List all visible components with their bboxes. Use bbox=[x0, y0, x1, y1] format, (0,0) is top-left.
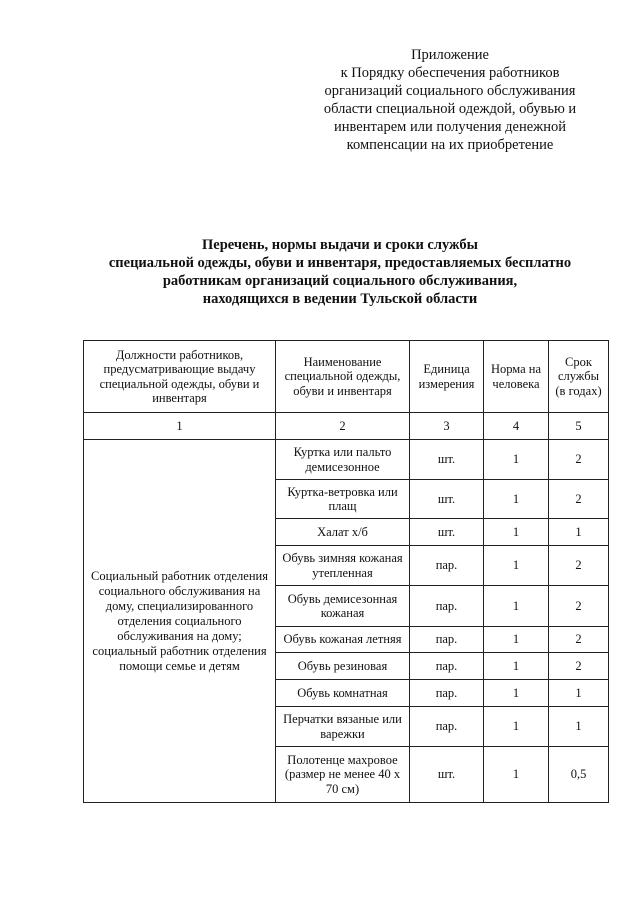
header-row bbox=[84, 341, 609, 413]
norm-cell: 1 bbox=[484, 653, 549, 680]
unit-cell: шт. bbox=[410, 519, 484, 546]
term-cell: 2 bbox=[549, 546, 609, 586]
header-item: Наименование специальной одежды, обуви и инвентаря bbox=[276, 341, 410, 413]
unit-cell: шт. bbox=[410, 440, 484, 480]
item-cell: Полотенце махровое (размер не менее 40 х 70 см) bbox=[276, 747, 410, 803]
norm-cell: 1 bbox=[484, 680, 549, 707]
term-cell: 1 bbox=[549, 680, 609, 707]
column-number: 4 bbox=[484, 413, 549, 440]
norm-cell: 1 bbox=[484, 707, 549, 747]
item-cell: Обувь демисезонная кожаная bbox=[276, 586, 410, 627]
term-cell: 2 bbox=[549, 653, 609, 680]
title-line: Перечень, нормы выдачи и сроки службы bbox=[202, 237, 478, 253]
unit-cell: пар. bbox=[410, 680, 484, 707]
unit-cell: пар. bbox=[410, 627, 484, 653]
header-term: Срок службы (в годах) bbox=[549, 341, 609, 413]
appendix-line: к Порядку обеспечения работников bbox=[340, 65, 560, 81]
norms-table bbox=[83, 340, 609, 803]
appendix-note bbox=[305, 46, 595, 154]
item-cell: Халат х/б bbox=[276, 519, 410, 546]
item-cell: Куртка-ветровка или плащ bbox=[276, 480, 410, 519]
column-number: 2 bbox=[276, 413, 410, 440]
norm-cell: 1 bbox=[484, 627, 549, 653]
title-line: работникам организаций социального обслуживания, bbox=[162, 273, 518, 289]
item-cell: Обувь комнатная bbox=[276, 680, 410, 707]
norm-cell: 1 bbox=[484, 480, 549, 519]
title-line: находящихся в ведении Тульской области bbox=[202, 291, 478, 307]
term-cell: 2 bbox=[549, 480, 609, 519]
unit-cell: пар. bbox=[410, 546, 484, 586]
term-cell: 1 bbox=[549, 707, 609, 747]
unit-cell: пар. bbox=[410, 653, 484, 680]
norm-cell: 1 bbox=[484, 586, 549, 627]
appendix-line: Приложение bbox=[411, 47, 489, 63]
column-number-row bbox=[84, 413, 609, 440]
header-unit: Единица измерения bbox=[410, 341, 484, 413]
unit-cell: шт. bbox=[410, 480, 484, 519]
unit-cell: пар. bbox=[410, 707, 484, 747]
term-cell: 0,5 bbox=[549, 747, 609, 803]
title-line: специальной одежды, обуви и инвентаря, предоставляемых бесплатно bbox=[108, 255, 572, 271]
column-number: 1 bbox=[84, 413, 276, 440]
column-number: 3 bbox=[410, 413, 484, 440]
position-cell: Социальный работник отделения социального обслуживания на дому, специализированного отделения социального обслуживания на дому; социальный работник отделения помощи семье и детям bbox=[84, 440, 276, 803]
item-cell: Куртка или пальто демисезонное bbox=[276, 440, 410, 480]
term-cell: 2 bbox=[549, 586, 609, 627]
norm-cell: 1 bbox=[484, 546, 549, 586]
unit-cell: пар. bbox=[410, 586, 484, 627]
norm-cell: 1 bbox=[484, 519, 549, 546]
term-cell: 2 bbox=[549, 627, 609, 653]
item-cell: Обувь резиновая bbox=[276, 653, 410, 680]
header-norm: Норма на человека bbox=[484, 341, 549, 413]
appendix-line: организаций социального обслуживания bbox=[324, 83, 576, 99]
item-cell: Перчатки вязаные или варежки bbox=[276, 707, 410, 747]
term-cell: 2 bbox=[549, 440, 609, 480]
appendix-line: компенсации на их приобретение bbox=[346, 137, 554, 153]
column-number: 5 bbox=[549, 413, 609, 440]
appendix-line: инвентарем или получения денежной bbox=[334, 119, 566, 135]
document-title bbox=[60, 236, 620, 308]
header-position: Должности работников, предусматривающие выдачу специальной одежды, обуви и инвентаря bbox=[84, 341, 276, 413]
item-cell: Обувь кожаная летняя bbox=[276, 627, 410, 653]
item-cell: Обувь зимняя кожаная утепленная bbox=[276, 546, 410, 586]
table-row bbox=[84, 440, 609, 480]
appendix-line: области специальной одеждой, обувью и bbox=[323, 101, 577, 117]
norm-cell: 1 bbox=[484, 747, 549, 803]
norm-cell: 1 bbox=[484, 440, 549, 480]
unit-cell: шт. bbox=[410, 747, 484, 803]
term-cell: 1 bbox=[549, 519, 609, 546]
